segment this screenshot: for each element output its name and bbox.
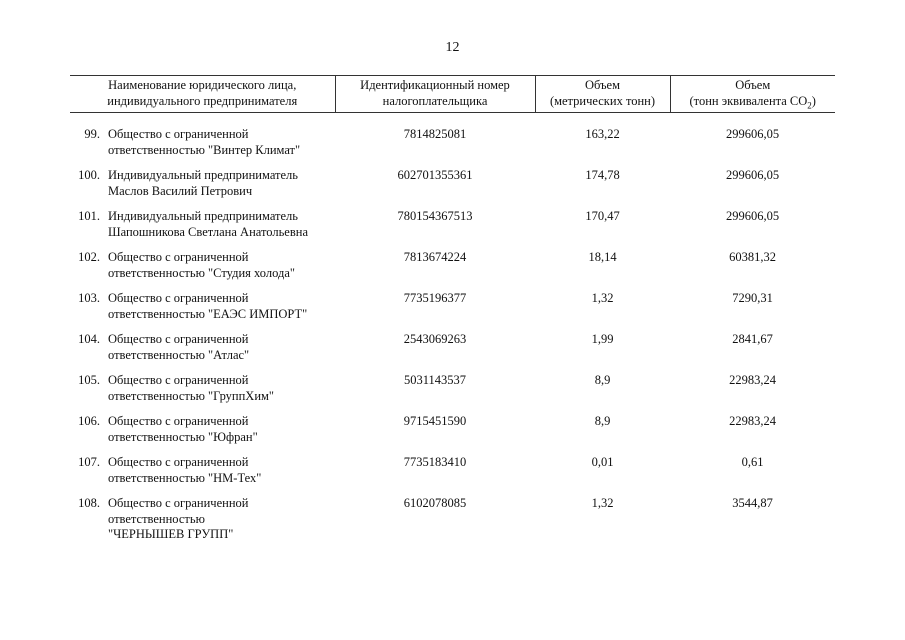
co2-cell: 22983,24: [729, 373, 776, 387]
co2-cell: 0,61: [741, 455, 764, 469]
volume-cell: 1,32: [591, 496, 614, 510]
row-number: 104.: [78, 332, 100, 346]
co2-cell: 7290,31: [732, 291, 773, 305]
table-row: [70, 332, 835, 373]
entity-cell: [70, 127, 335, 168]
entity-cell: [70, 414, 335, 455]
entity-name: [102, 373, 274, 404]
entity-name: [102, 455, 261, 486]
inn-cell: 5031143537: [403, 373, 467, 387]
entity-name-line: Общество с ограниченной: [108, 332, 249, 346]
entity-name-line: ответственностью "Юфран": [108, 429, 258, 444]
table-row: [70, 373, 835, 414]
entity-name: [102, 250, 295, 281]
entity-name-line: Общество с ограниченной: [108, 496, 249, 510]
co2-cell: 299606,05: [725, 127, 780, 141]
entity-name-line: "ЧЕРНЫШЕВ ГРУПП": [108, 527, 234, 541]
entity-name-line: ответственностью "ЕАЭС ИМПОРТ": [108, 306, 308, 321]
entity-name: [102, 209, 308, 240]
inn-cell: 7735196377: [403, 291, 467, 305]
entity-name-line: Общество с ограниченной: [108, 127, 249, 141]
spacer-row: [70, 113, 835, 128]
header-inn: Идентификационный номер налогоплательщика: [335, 76, 535, 113]
co2-cell: 299606,05: [725, 209, 780, 223]
inn-cell: 6102078085: [403, 496, 467, 510]
entity-cell: [70, 496, 335, 553]
entity-name-line: Общество с ограниченной: [108, 373, 249, 387]
volume-cell: 8,9: [594, 414, 611, 428]
entity-cell: [70, 332, 335, 373]
table-row: [70, 455, 835, 496]
row-number: 103.: [78, 291, 100, 305]
table-row: [70, 209, 835, 250]
entity-name-line: Маслов Василий Петрович: [108, 183, 253, 198]
row-number: 99.: [84, 127, 100, 141]
volume-cell: 170,47: [585, 209, 620, 223]
co2-cell: 2841,67: [732, 332, 773, 346]
entity-name-line: ответственностью "ГруппХим": [108, 388, 275, 403]
volume-cell: 8,9: [594, 373, 611, 387]
table-row: [70, 250, 835, 291]
inn-cell: 7813674224: [403, 250, 467, 264]
entity-name-line: ответственностью: [108, 511, 205, 526]
entity-name-line: Шапошникова Светлана Анатольевна: [108, 224, 308, 239]
entity-name: [102, 496, 248, 543]
table-row: [70, 168, 835, 209]
entity-name-line: Общество с ограниченной: [108, 250, 249, 264]
entity-name-line: Общество с ограниченной: [108, 291, 249, 305]
header-name: Наименование юридического лица, индивидуального предпринимателя: [70, 76, 335, 113]
volume-cell: 0,01: [591, 455, 614, 469]
entity-cell: [70, 455, 335, 496]
table-body: [70, 113, 835, 553]
row-number: 108.: [78, 496, 100, 510]
row-number: 106.: [78, 414, 100, 428]
entity-name: [102, 414, 258, 445]
entity-name-line: Индивидуальный предприниматель: [108, 168, 298, 182]
entity-cell: [70, 373, 335, 414]
row-number: 105.: [78, 373, 100, 387]
entity-name-line: ответственностью "Атлас": [108, 347, 250, 362]
entity-name-line: ответственностью "НМ-Тех": [108, 470, 262, 485]
entity-name-line: Общество с ограниченной: [108, 455, 249, 469]
entity-name-line: Индивидуальный предприниматель: [108, 209, 298, 223]
entity-name: [102, 332, 249, 363]
entity-name-line: Общество с ограниченной: [108, 414, 249, 428]
volume-cell: 1,32: [591, 291, 614, 305]
entity-cell: [70, 250, 335, 291]
table-row: [70, 496, 835, 553]
inn-cell: 780154367513: [397, 209, 473, 223]
table-header-row: [70, 76, 835, 113]
entity-name: [102, 127, 300, 158]
table-row: [70, 291, 835, 332]
inn-cell: 9715451590: [403, 414, 467, 428]
entity-cell: [70, 291, 335, 332]
header-co2: Объем (тонн эквивалента $CO_2$): [670, 76, 835, 113]
entity-name: [102, 168, 298, 199]
co2-cell: 299606,05: [725, 168, 780, 182]
entity-name-line: ответственностью "Винтер Климат": [108, 142, 301, 157]
inn-cell: 7735183410: [403, 455, 467, 469]
entity-name-line: ответственностью "Студия холода": [108, 265, 295, 280]
table-row: [70, 127, 835, 168]
entity-cell: [70, 168, 335, 209]
entity-cell: [70, 209, 335, 250]
header-volume: Объем (метрических тонн): [535, 76, 670, 113]
co2-cell: 60381,32: [729, 250, 776, 264]
row-number: 101.: [78, 209, 100, 223]
co2-cell: 3544,87: [732, 496, 773, 510]
volume-cell: 18,14: [588, 250, 617, 264]
row-number: 102.: [78, 250, 100, 264]
co2-cell: 22983,24: [729, 414, 776, 428]
page-number: 12: [445, 40, 460, 55]
volume-cell: 174,78: [585, 168, 620, 182]
inn-cell: 2543069263: [403, 332, 467, 346]
volume-cell: 1,99: [591, 332, 614, 346]
registry-table: [70, 75, 835, 553]
row-number: 107.: [78, 455, 100, 469]
volume-cell: 163,22: [585, 127, 620, 141]
row-number: 100.: [78, 168, 100, 182]
entity-name: [102, 291, 307, 322]
table-row: [70, 414, 835, 455]
inn-cell: 602701355361: [397, 168, 473, 182]
inn-cell: 7814825081: [403, 127, 467, 141]
